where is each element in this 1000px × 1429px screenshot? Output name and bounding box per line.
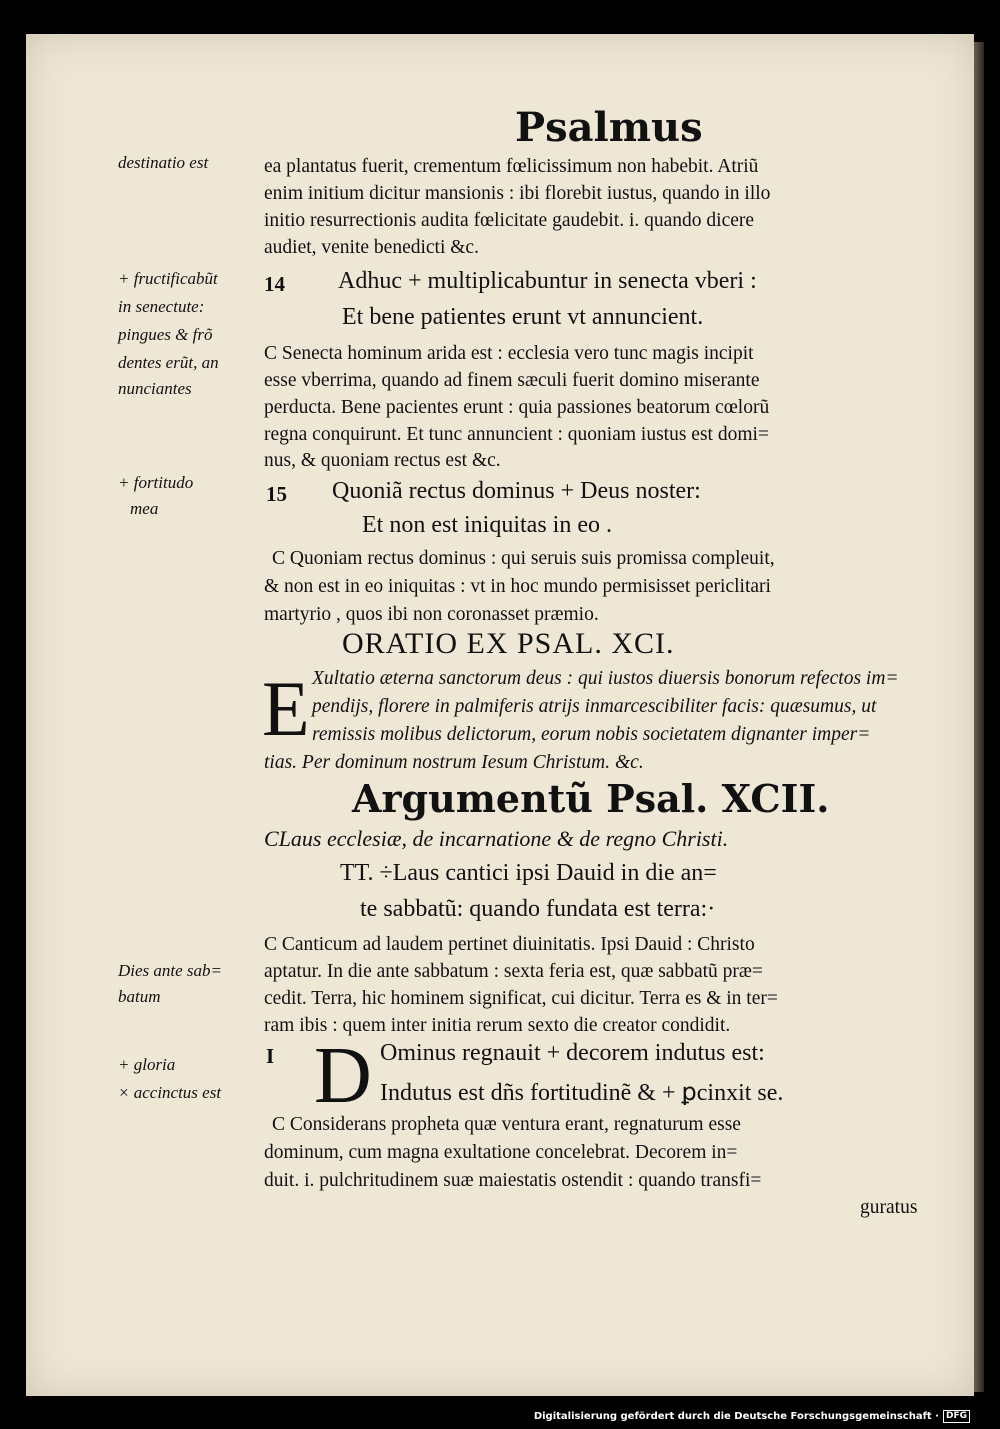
argument-subtitle: ϹLaus ecclesiæ, de incarnatione & de regno Christi.	[264, 826, 729, 851]
margin-note-destinatio: destinatio est	[118, 153, 209, 172]
margin-note-line: in senectute:	[118, 297, 205, 316]
commentary-line: regna conquirunt. Et tunc annuncient : quoniam iustus est domi=	[264, 424, 769, 445]
commentary-line: Ϲ Canticum ad laudem pertinet diuinitatis. Ipsi Dauid : Christo	[264, 934, 755, 955]
initial-letter-d: D	[314, 1032, 372, 1120]
oratio-heading: ORATIO EX PSAL. XCI.	[342, 627, 675, 660]
prayer-line: Xultatio æterna sanctorum deus : qui iustos diuersis bonorum refectos im=	[312, 668, 899, 689]
paragraph-mark: Ϲ	[272, 1114, 286, 1135]
dfg-logo: DFG	[943, 1410, 970, 1423]
margin-note-line: + fructificabũt	[118, 269, 218, 288]
initial-letter-e: E	[262, 665, 310, 752]
margin-note-line: Dies ante sab=	[118, 961, 223, 980]
commentary-line: aptatur. In die ante sabbatum : sexta feria est, quæ sabbatũ præ=	[264, 961, 763, 982]
verse-line: Ominus regnauit + decorem indutus est:	[380, 1040, 765, 1066]
commentary-line: dominum, cum magna exultatione concelebrat. Decorem in=	[264, 1142, 738, 1163]
psalm-title-line: te sabbatũ: quando fundata est terra:·	[360, 896, 716, 922]
prayer-line: remissis molibus delictorum, eorum nobis societatem dignanter imper=	[312, 724, 871, 745]
verse-line: Adhuc + multiplicabuntur in senecta vberi :	[338, 268, 757, 294]
commentary-line: nus, & quoniam rectus est &c.	[264, 450, 501, 471]
margin-note-line: pingues & frõ	[118, 325, 213, 344]
verse-line: Quoniã rectus dominus + Deus noster:	[332, 478, 701, 504]
paragraph-mark: Ϲ	[264, 826, 279, 851]
verse-line: Et bene patientes erunt vt annuncient.	[342, 304, 704, 330]
commentary-line: enim initium dicitur mansionis : ibi florebit iustus, quando in illo	[264, 183, 771, 204]
margin-note-line: + gloria	[118, 1055, 176, 1074]
commentary-line: perducta. Bene pacientes erunt : quia passiones beatorum cœlorũ	[264, 397, 770, 418]
footer-credit	[534, 1408, 970, 1424]
catchword: guratus	[860, 1197, 918, 1218]
paragraph-mark: Ϲ	[272, 548, 286, 569]
commentary-line: Ϲ Considerans propheta quæ ventura erant, regnaturum esse	[272, 1114, 741, 1135]
margin-note-line: × accinctus est	[118, 1083, 222, 1102]
commentary-line: initio resurrectionis audita fœlicitate gaudebit. i. quando dicere	[264, 210, 755, 231]
commentary-line: Ϲ Senecta hominum arida est : ecclesia vero tunc magis incipit	[264, 343, 754, 364]
argument-title: Argumentũ Psal. XCII.	[352, 776, 830, 821]
verse-number: I	[266, 1044, 275, 1068]
prayer-line: tias. Per dominum nostrum Iesum Christum. &c.	[264, 752, 644, 773]
verse-line: Indutus est dñs fortitudinẽ & + ꝑcinxit se.	[380, 1080, 784, 1106]
commentary-line: duit. i. pulchritudinem suæ maiestatis ostendit : quando transfi=	[264, 1170, 762, 1191]
running-title: Psalmus	[515, 104, 703, 151]
verse-number: 15	[266, 482, 287, 506]
verse-number: 14	[264, 272, 285, 296]
paragraph-mark: Ϲ	[264, 934, 278, 955]
paragraph-mark: Ϲ	[264, 343, 278, 364]
commentary-line: ea plantatus fuerit, crementum fœlicissimum non habebit. Atriũ	[264, 156, 759, 177]
margin-note-line: mea	[130, 499, 159, 518]
commentary-line: esse vberrima, quando ad finem sæculi fuerit domino miserante	[264, 370, 760, 391]
margin-note-line: nunciantes	[118, 379, 192, 398]
verse-line: Et non est iniquitas in eo .	[362, 512, 612, 538]
margin-note-line: + fortitudo	[118, 473, 194, 492]
commentary-line: cedit. Terra, hic hominem significat, cui dicitur. Terra es & in ter=	[264, 988, 778, 1009]
commentary-line: & non est in eo iniquitas : vt in hoc mundo permisisset periclitari	[264, 576, 771, 597]
footer-text: Digitalisierung gefördert durch die Deutsche Forschungsgemeinschaft ·	[533, 1410, 939, 1422]
margin-note-line: dentes erũt, an	[118, 353, 219, 372]
prayer-line: pendijs, florere in palmiferis atrijs inmarcescibiliter facis: quæsumus, ut	[312, 696, 877, 717]
margin-note-line: batum	[118, 987, 161, 1006]
commentary-line: audiet, venite benedicti &c.	[264, 237, 479, 258]
commentary-line: Ϲ Quoniam rectus dominus : qui seruis suis promissa compleuit,	[272, 548, 775, 569]
psalm-title-line: TT. ÷Laus cantici ipsi Dauid in die an=	[340, 860, 717, 886]
commentary-line: ram ibis : quem inter initia rerum sexto die creator condidit.	[264, 1015, 731, 1036]
commentary-line: martyrio , quos ibi non coronasset præmio.	[264, 604, 599, 625]
